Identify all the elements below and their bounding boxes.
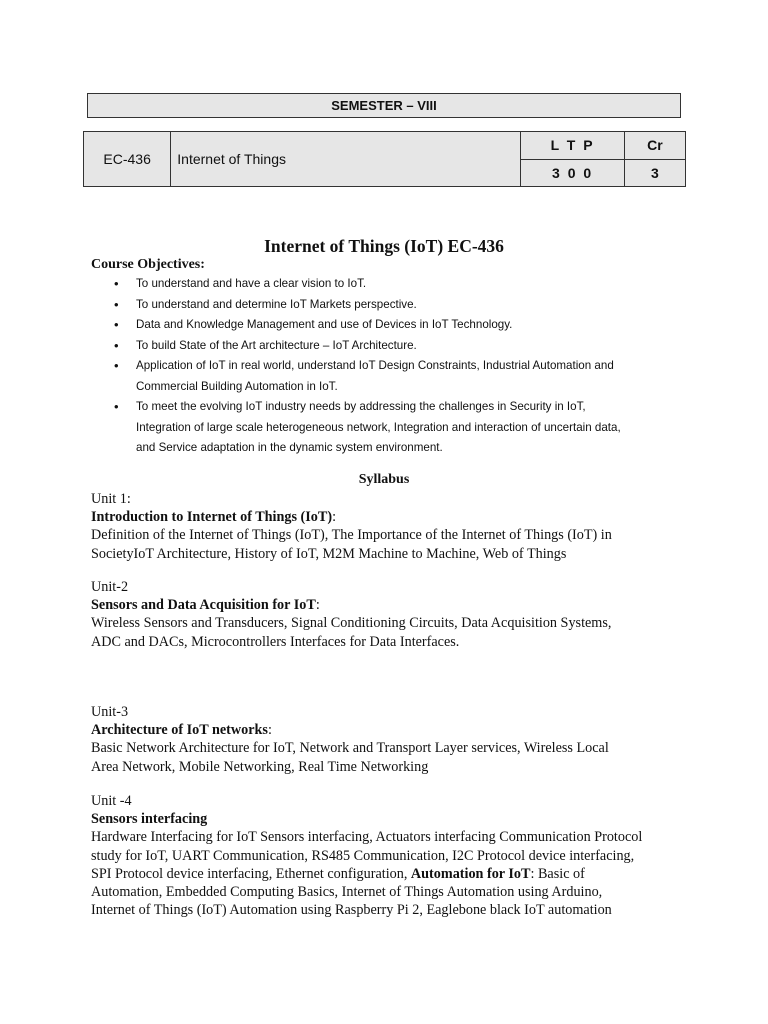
list-item: • To understand and determine IoT Markets perspective. — [91, 295, 691, 316]
unit-title-line: Architecture of IoT networks: — [91, 722, 272, 739]
list-item — [91, 397, 691, 459]
unit-title: Sensors and Data Acquisition for IoT — [91, 597, 316, 614]
unit-1 — [91, 490, 691, 563]
list-item — [91, 356, 691, 397]
list-item: • To understand and have a clear vision to IoT. — [91, 274, 691, 295]
list-item-line: Integration of large scale heterogeneous network, Integration and interaction of uncertain data, — [136, 420, 621, 434]
unit-content-part: : Basic of — [530, 865, 585, 882]
automation-subtitle: Automation for IoT — [410, 865, 531, 882]
unit-title-line: Introduction to Internet of Things (IoT): — [91, 509, 337, 526]
cr-value: 3 — [624, 159, 685, 187]
semester-label: SEMESTER – VIII — [331, 98, 437, 113]
unit-title: Sensors interfacing — [91, 811, 208, 828]
ltp-value: 3 0 0 — [521, 159, 624, 187]
unit-content: SocietyIoT Architecture, History of IoT, M2M Machine to Machine, Web of Things — [91, 545, 567, 562]
unit-content: study for IoT, UART Communication, RS485 Communication, I2C Protocol device interfacing, — [91, 847, 635, 864]
list-item: • To build State of the Art architecture – IoT Architecture. — [91, 336, 691, 357]
unit-content: Area Network, Mobile Networking, Real Time Networking — [91, 758, 429, 775]
unit-content — [91, 865, 691, 883]
list-item-line: and Service adaptation in the dynamic system environment. — [136, 441, 443, 454]
unit-4 — [91, 792, 691, 919]
list-item-line: Application of IoT in real world, understand IoT Design Constraints, Industrial Automation and — [136, 359, 614, 372]
page-title: Internet of Things (IoT) EC-436 — [264, 236, 504, 256]
list-item-line: To meet the evolving IoT industry needs by addressing the challenges in Security in IoT, — [136, 400, 586, 413]
objectives-list — [91, 274, 691, 459]
unit-title-line: Sensors and Data Acquisition for IoT: — [91, 597, 320, 614]
unit-3 — [91, 703, 691, 776]
unit-title: Architecture of IoT networks — [91, 722, 268, 739]
cr-header: Cr — [624, 132, 685, 160]
unit-title: Introduction to Internet of Things (IoT) — [91, 509, 333, 526]
objectives-heading: Course Objectives: — [91, 257, 205, 272]
unit-content: Basic Network Architecture for IoT, Network and Transport Layer services, Wireless Local — [91, 740, 609, 757]
unit-label: Unit-3 — [91, 704, 129, 720]
course-table — [83, 131, 686, 187]
list-item: • Data and Knowledge Management and use of Devices in IoT Technology. — [91, 315, 691, 336]
course-name: Internet of Things — [171, 132, 521, 187]
course-code: EC-436 — [84, 132, 171, 187]
course-table-row — [84, 132, 686, 160]
unit-content: Definition of the Internet of Things (IoT), The Importance of the Internet of Things (IoT) in — [91, 527, 612, 544]
unit-label: Unit-2 — [91, 579, 129, 595]
unit-2 — [91, 578, 691, 651]
unit-content: Internet of Things (IoT) Automation using Raspberry Pi 2, Eaglebone black IoT automation — [91, 902, 612, 919]
syllabus-heading: Syllabus — [358, 472, 410, 487]
unit-content-part: SPI Protocol device interfacing, Ethernet configuration, — [91, 865, 411, 882]
unit-content: Automation, Embedded Computing Basics, Internet of Things Automation using Arduino, — [91, 884, 603, 901]
list-item-line: Commercial Building Automation in IoT. — [136, 379, 338, 393]
unit-label: Unit -4 — [91, 793, 132, 809]
unit-label: Unit 1: — [91, 491, 131, 507]
ltp-header: L T P — [521, 132, 624, 160]
unit-content: Hardware Interfacing for IoT Sensors interfacing, Actuators interfacing Communication Protocol — [91, 829, 643, 846]
unit-content: Wireless Sensors and Transducers, Signal Conditioning Circuits, Data Acquisition Systems, — [91, 615, 612, 632]
semester-header — [87, 93, 681, 118]
unit-content: ADC and DACs, Microcontrollers Interfaces for Data Interfaces. — [91, 633, 460, 650]
